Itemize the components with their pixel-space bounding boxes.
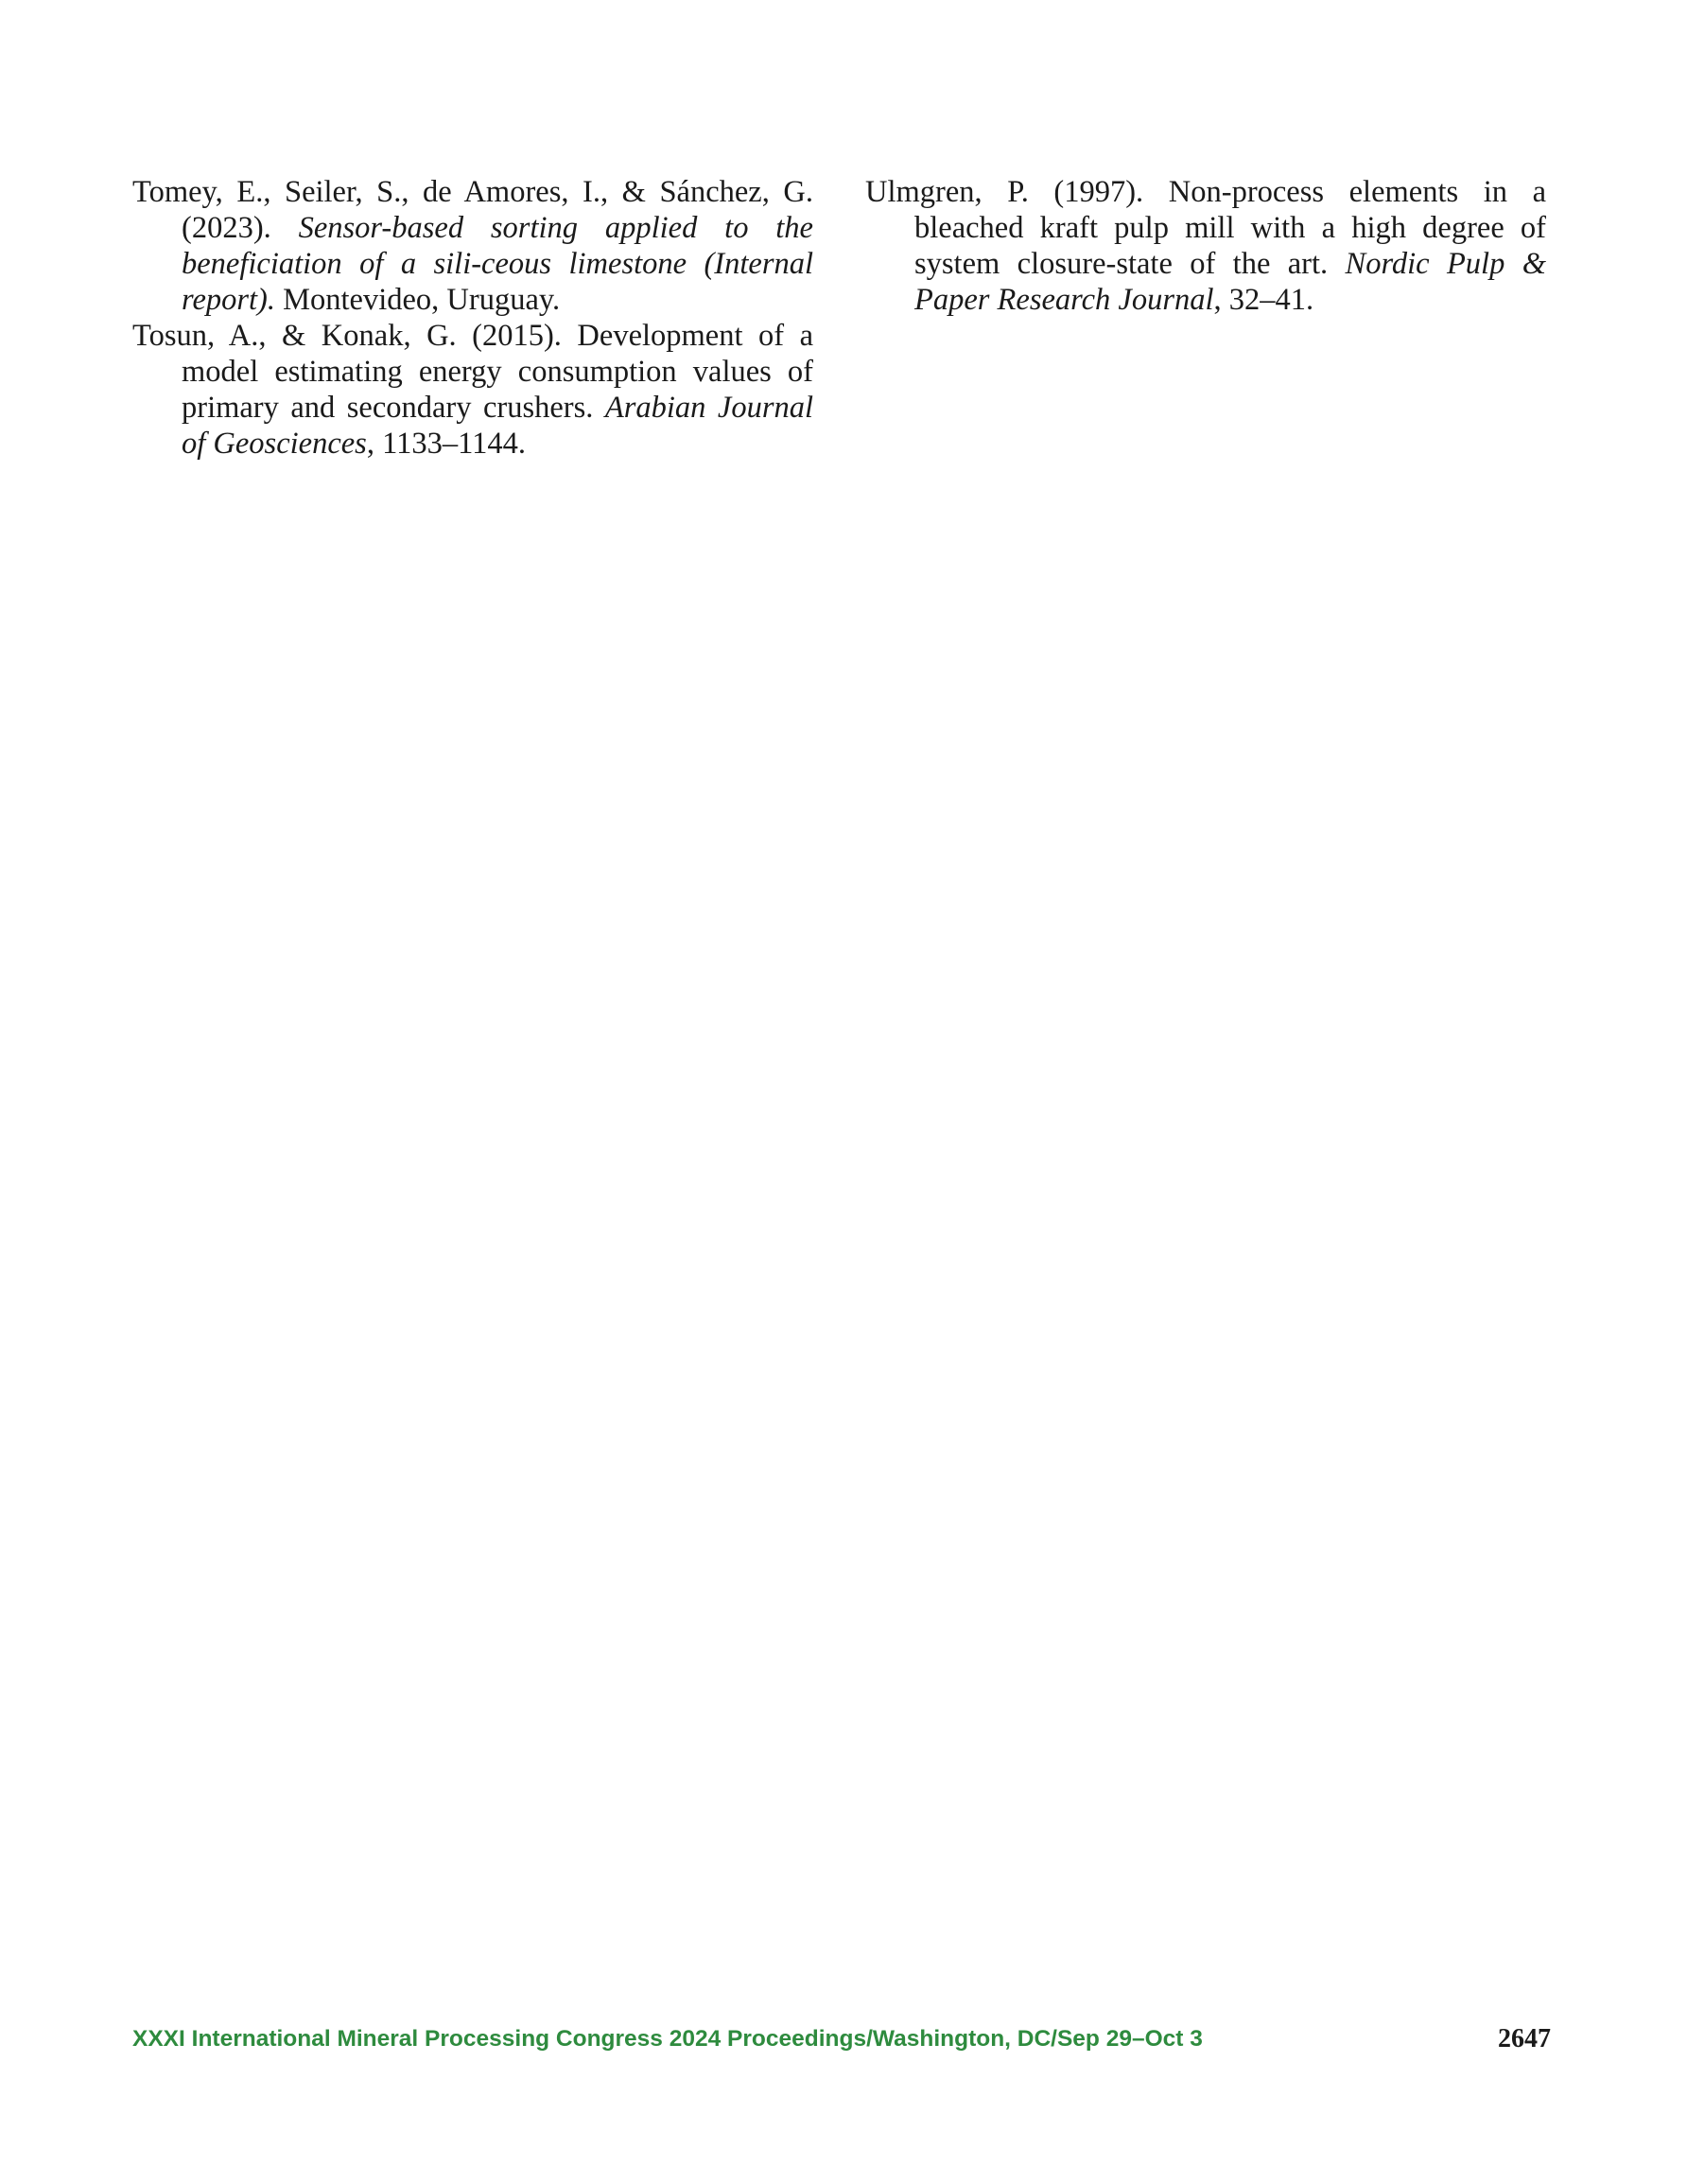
reference-text: Tosun, A., & Konak, G. (2015). Development of a model estimating energy consumption values of primary and secondary crushers. bbox=[132, 319, 813, 425]
reference-journal: Nordic Pulp & Paper Research Journal bbox=[914, 247, 1546, 317]
reference-text: , 32–41. bbox=[1213, 283, 1314, 317]
page-number: 2647 bbox=[1498, 2024, 1551, 2053]
reference-title: Sensor-based sorting applied to the beneficiation of a sili-ceous limestone (Internal report). bbox=[182, 211, 813, 317]
reference-journal: Arabian Journal of Geosciences bbox=[182, 391, 814, 461]
reference-entry bbox=[865, 174, 1546, 318]
references-column-left bbox=[132, 174, 813, 462]
reference-text: , 1133–1144. bbox=[366, 427, 527, 461]
reference-text: Ulmgren, P. (1997). Non-process elements in a bleached kraft pulp mill with a high degree of system closure-state of the art. bbox=[865, 175, 1546, 281]
references-column-right bbox=[865, 174, 1546, 318]
reference-entry bbox=[132, 318, 813, 462]
reference-text: Montevideo, Uruguay. bbox=[275, 283, 561, 317]
reference-entry bbox=[132, 174, 813, 318]
footer-conference-title: XXXI International Mineral Processing Congress 2024 Proceedings/Washington, DC/Sep 29–Oct 3 bbox=[132, 2026, 1203, 2052]
reference-text: Tomey, E., Seiler, S., de Amores, I., & Sánchez, G. (2023). bbox=[132, 175, 813, 245]
